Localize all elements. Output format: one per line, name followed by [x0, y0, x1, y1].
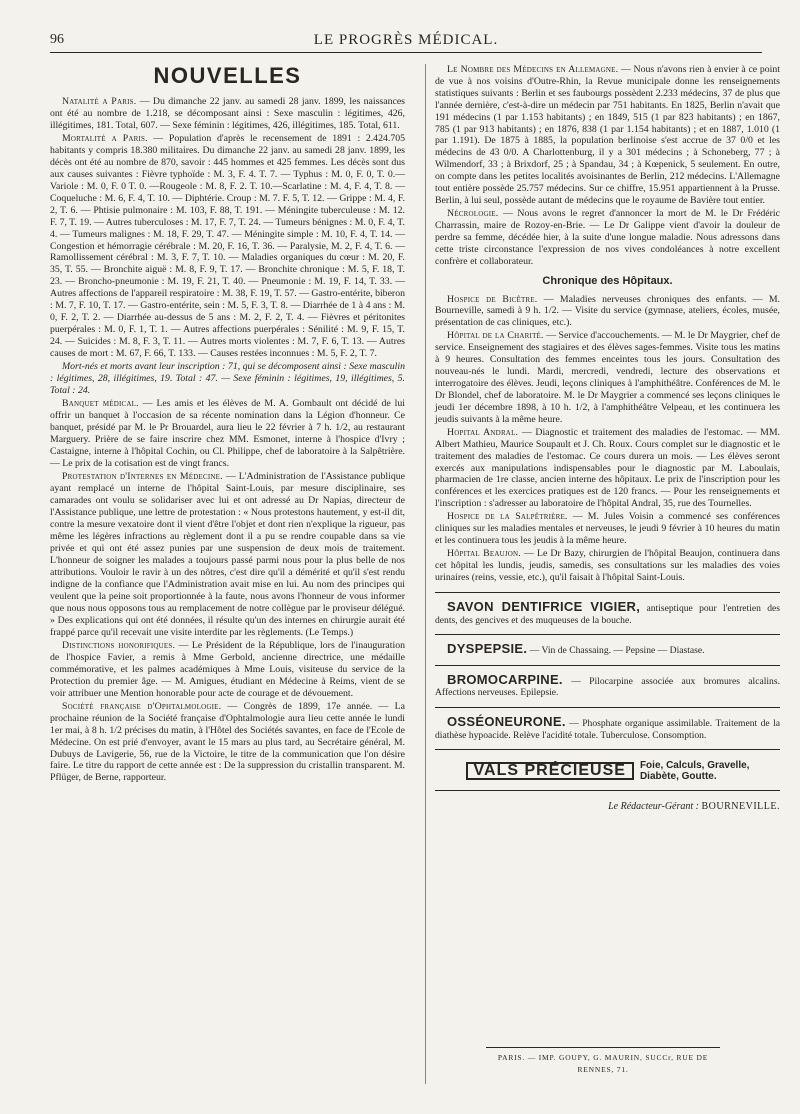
ad-text: — Vin de Chassaing. — Pepsine — Diastase.: [527, 645, 705, 657]
ad-name: DYSPEPSIE.: [447, 641, 528, 657]
article-heading: Hospice de la Salpêtrière.: [447, 511, 568, 523]
ad-name: OSSÉONEURONE.: [447, 713, 566, 729]
article-body: — L'Administration de l'Assistance publique ayant remplacé un interne de l'hôpital Saint-Louis, par mesure disciplinaire, ses camarades ont voulu se solidariser avec lui et ont adressé au Dr Napias, directeur de l'Assistance publique, une lettre de protestation : « Nous protestons hautement, y est-il dit, contre la mesure vexatoire dont il vient d'être l'objet et dont rien n'explique la rigueur, pas même les légères infractions au règlement dont il a pu se rendre coupable dans sa vie privée et qui ont été assez punies par une suspension de deux mois de traitement. L'honneur de soigner les malades a toujours passé parmi nous pour la plus belle de nos attributions. Vouloir le ravir à un des nôtres, c'est dire qu'il a démérité et qu'il s'est rendu indigne de la confiance que l'Administration avait mise en lui. Au nom des principes qui veulent que la peine soit proportionnée à la faute, nous avons l'honneur de vous informer que nous nous opposons tous au remplacement de notre collègue par le proviseur délégué. » Des explications qui ont été données, il résulte qu'un des internes en chirurgie aurait été frappé parce qu'il recevait une visite interdite par les règlements. (Le Temps.): [50, 471, 405, 638]
article-heading: Distinctions honorifiques.: [62, 639, 176, 651]
article-body: — Les amis et les élèves de M. A. Gombault ont décidé de lui offrir un banquet à l'occasion de sa récente nomination dans la Légion d'honneur. Ce banquet, présidé par M. le Pr Brouardel, aura lieu le 22 février à 7 h. 1/2, au restaurant Marguery. Prière de se faire inscrire chez MM. Esmonet, interne à l'hospice d'Ivry ; Castaigne, interne à l'hôpital Cochin, ou Cl. Philippe, chef de laboratoire à la Salpêtrière. — Le prix de la cotisation est de vingt francs.: [50, 398, 405, 470]
right-column: [425, 64, 780, 1084]
ad-text: — Pilocarpine associée aux bromures alcalins. Affections nerveuses. Epilepsie.: [435, 675, 780, 699]
ad-vigier: [435, 601, 780, 635]
article-heading: Natalité a Paris.: [62, 95, 137, 107]
article-necrologie: [435, 208, 780, 268]
article-body: — Nous avons le regret d'annoncer la mort de M. le Dr Frédéric Charrassin, maire de Rozoy-en-Brie. — Le Dr Galippe vient d'avoir la douleur de perdre sa femme, décédée hier, à la suite d'une longue maladie. Nous adressons dans cette triste circonstance l'expression de nos vives condoléances à notre excellent confrère et collaborateur.: [435, 208, 780, 267]
article-heading: Hopital Andral.: [447, 426, 519, 438]
redacteur-label: Le Rédacteur-Gérant :: [608, 801, 699, 813]
ad-vals: [435, 758, 780, 791]
vals-description: [640, 760, 750, 782]
article-body: — M. Jules Voisin a commencé ses conférences cliniques sur les maladies mentales et nerveuses, le jeudi 9 février à 10 heures du matin et les continuera tous les jeudis à la même heure.: [435, 511, 780, 547]
article-bicetre: [435, 294, 780, 330]
article-distinctions: [50, 640, 405, 700]
article-body: Mort-nés et morts avant leur inscription : 71, qui se décomposent ainsi : Sexe masculin : légitimes, 28, illégitimes, 19. Total : 47. — Sexe féminin : légitimes, 19, illégitimes, 5. Total : 24.: [50, 361, 405, 397]
divider: [435, 592, 780, 593]
redacteur-name: BOURNEVILLE.: [701, 801, 780, 813]
article-body: — Nous n'avons rien à envier à ce point de vue à nos voisins d'Outre-Rhin, la Revue municipale donne les renseignements statistiques suivants : Berlin et ses faubourgs possèdent 2.233 médecins, 37 de plus que l'année dernière, c'est-à-dire un médecin par 751 habitants. En 1825, Berlin n'avait que 191 médecins (1 par 1.153 habitants) ; en 1849, 515 (1 par 823 habitants) ; en 1867, 785 (1 par 913 habitants) ; en 1876, 838 (1 par 1.154 habitants) ; et en 1887, 1.010 (1 par 1.191). De 1875 à 1885, la population berlinoise s'est accrue de 37 0/0 et les médecins de 43 0/0. A Charlottenburg, il y a 301 médecins ; à Schoneberg, 77 ; à Wilmendorf, 33 ; à Brixdorf, 25 ; à Spandau, 34 ; à Kœpenick, 5 seulement. En outre, on compte dans les petites localités avoisinantes de Berlin, 212 médecins. L'Allemagne tout entière possède 25.757 médecins. Sur ce chiffre, 15.951 appartiennent à la Prusse. Berlin, à lui seul, possède autant de médecins que le royaume de Bavière tout entier.: [435, 64, 780, 206]
article-heading: Le Nombre des Médecins en Allemagne.: [447, 64, 619, 75]
article-heading: Hospice de Bicêtre.: [447, 293, 538, 305]
ad-text: antiseptique pour l'entretien des dents, des gencives et des muqueuses de la bouche.: [435, 603, 780, 626]
article-heading: Nécrologie.: [447, 208, 499, 220]
ad-osseoneurone: [435, 713, 780, 750]
section-title-nouvelles: NOUVELLES: [153, 63, 302, 88]
redacteur-gerant: [435, 801, 780, 813]
article-heading: Hôpital de la Charité.: [447, 330, 544, 342]
vals-line-1: Foie, Calculs, Gravelle,: [639, 760, 750, 772]
article-medecins-allemagne: [435, 64, 780, 207]
article-heading: Banquet médical.: [62, 398, 139, 410]
chronique-title: Chronique des Hôpitaux.: [542, 274, 673, 287]
journal-title: LE PROGRÈS MÉDICAL.: [313, 32, 499, 48]
article-body: — Le Dr Bazy, chirurgien de l'hôpital Beaujon, continuera dans cet hôpital les lundis, jeudis, samedis, ses consultations sur les maladies des voies urinaires (reins, vessie, etc.), qu'il faisait à l'hôpital Saint-Louis.: [435, 548, 780, 584]
vals-line-2: Diabète, Goutte.: [639, 771, 717, 783]
article-body: — Service d'accouchements. — M. le Dr Maygrier, chef de service. Enseignement des stagiaires et des élèves sages-femmes. Visite tous les matins à 9 heures. Consultation des femmes enceintes tous les jours. Consultation des nouveau-nés le lundi. Mardi, mercredi, vendredi, lecture des observations et interrogatoire des élèves. Jeudi, leçons cliniques à l'amphithéâtre. Conférences de M. le Dr Blondel, chef de laboratoire. M. le Dr Maygrier a commencé ses leçons cliniques le jeudi 1er décembre 1898, à 10 h. 1/2, à l'amphithéâtre Velpeau, et les continuera les jeudis suivants à la même heure.: [435, 330, 780, 425]
article-beaujon: [435, 548, 780, 584]
article-body: — Le Président de la République, lors de l'inauguration de l'hospice Favier, a remis à Mme Gerbold, ancienne directrice, une médaille commémorative, et les palmes académiques à Mme Louis, visiteuse du service de la Protection du premier âge. — M. Amigues, étudiant en Médecine à Reims, vient de se voir attribuer une Mention honorable pour acte de courage et de dévouement.: [50, 639, 405, 699]
ad-text: — Phosphate organique assimilable. Traitement de la diathèse hypoacide. Relève l'acidité totale. Tuberculose. Consomption.: [435, 717, 780, 741]
article-salpetriere: [435, 511, 780, 547]
article-andral: [435, 427, 780, 510]
vals-logo: VALS PRÉCIEUSE: [466, 762, 634, 780]
article-heading: Hôpital Beaujon.: [447, 548, 521, 560]
ad-name: BROMOCARPINE.: [447, 671, 563, 687]
ad-dyspepsie: [435, 643, 780, 666]
article-natalite: [50, 96, 405, 132]
article-body: — Diagnostic et traitement des maladies de l'estomac. — MM. Albert Mathieu, Maurice Soupault et J. Ch. Roux. Cours complet sur le diagnostic et le traitement des maladies de l'estomac. Ce cours durera un mois. — Les élèves seront exercés aux manipulations indispensables pour le diagnostic par M. Laboulais, pharmacien de 1re classe, ancien interne des hôpitaux. Le prix de l'inscription pour les conférences et les exercices pratiques est de 120 francs. — Pour les renseignements et l'inscription : s'adresser au laboratoire de l'hôpital Andral, 35, rue des Tournelles.: [435, 426, 780, 510]
article-heading: Mortalité a Paris.: [62, 132, 148, 144]
article-body: — Population d'après le recensement de 1891 : 2.424.705 habitants y compris 18.380 militaires. Du dimanche 22 janv. au samedi 28 janv. 1899, les décès ont été au nombre de 870, savoir : 445 hommes et 425 femmes. Les décès sont dus aux causes suivantes : Fièvre typhoïde : M. 3, F. 4. T. 7. — Typhus : M. 0, F. 0, T. 0.—Variole : M. 0, F. 0 T. 0. —Rougeole : M. 8, F. 2. T. 10.—Scarlatine : M. 4, F. 4, T. 8. — Coqueluche : M. 6, F. 4, T. 10. — Diphtérie. Croup : M. 7. F. 5, T. 12. — Grippe : M. 4, F. 2, T. 6. — Phtisie pulmonaire : M. 103, F. 88, T. 191. — Méningite tuberculeuse : M. 12. F. 7, T. 19. — Autres tuberculoses : M. 17, F. 7, T. 24. — Tumeurs bénignes : M. 0, F. 4, T. 4. — Tumeurs malignes : M. 18, F. 29, T. 47. — Méningite simple : M. 10, F. 4, T. 14. — Congestion et hémorragie cérébrale : M. 20, F. 16, T. 36. — Paralysie, M. 2, F. 4, T. 6. — Ramollissement cérébral : M. 3, F. 7, T. 10. — Maladies organiques du cœur : M. 20, F. 35, T. 55. — Bronchite aiguë : M. 8, F. 9, T. 17. — Bronchite chronique : M. 5, F. 18, T. 23. — Broncho-pneumonie : M. 19, F. 21, T. 40. — Pneumonie : M. 19, F. 14, T. 33. — Autres affections de l'appareil respiratoire : M. 38, F. 19, T. 57. — Gastro-entérite, biberon : M. 7, F. 10, T. 17. — Gastro-entérite, sein : M. 5, F. 3, T. 8. — Diarrhée de 1 à 4 ans : M. 0, F. 2, T. 2. — Diarrhée au-dessus de 5 ans : M. 2, F. 2, T. 4. — Fièvres et péritonites puerpérales : M. 0, F. 1, T. 1. — Autres affections puerpérales : Sénilité : M. 9, F. 15, T. 24. — Suicides : M. 8, F. 3, T. 11. — Autres morts violentes : M. 7, F. 6, T. 13. — Autres causes de mort : M. 67, F. 66, T. 133. — Causes restées inconnues : M. 5, F. 2, T. 7.: [50, 132, 406, 360]
article-mortnes: [50, 361, 405, 397]
left-column: [50, 64, 405, 786]
printer-imprint: PARIS. — IMP. GOUPY, G. MAURIN, SUCCr, RUE DE RENNES, 71.: [486, 1047, 720, 1076]
article-body: — Du dimanche 22 janv. au samedi 28 janv. 1899, les naissances ont été au nombre de 1.218, se décomposant ainsi : Sexe masculin : légitimes, 426, illégitimes, 181. Total, 607. — Sexe féminin : légitimes, 426, illégitimes, 185. Total, 611.: [50, 95, 405, 131]
page-header: [50, 30, 762, 53]
article-heading: Société française d'Ophtalmologie.: [62, 700, 222, 712]
article-protestation: [50, 471, 405, 638]
ad-name: SAVON DENTIFRICE VIGIER,: [447, 599, 641, 614]
article-banquet: [50, 398, 405, 470]
page-number: 96: [50, 32, 64, 47]
article-charite: [435, 330, 780, 425]
article-ophtalmologie: [50, 701, 405, 785]
ad-bromocarpine: [435, 671, 780, 708]
article-heading: Protestation d'Internes en Médecine.: [62, 471, 223, 483]
article-body: — Maladies nerveuses chroniques des enfants. — M. Bourneville, samedi à 9 h. 1/2. — Visite du service (gymnase, ateliers, écoles, musée, présentation de cas cliniques, etc.).: [435, 293, 781, 329]
article-mortalite: [50, 133, 405, 360]
article-body: — Congrès de 1899, 17e année. — La prochaine réunion de la Société française d'Ophtalmologie aura lieu cette année le lundi 1er mai, à 8 h. 1/2 précises du matin, à l'Hôtel des Sociétés savantes, en face de l'Ecole de Médecine. On est prié d'envoyer, avant le 15 mars au plus tard, au Secrétaire général, M. Dubuys de Lavigerie, 56, rue de la Victoire, le titre de la communication que l'on désire faire. Le titre du rapport de cette année est : De la suppression du cristallin transparent. M. Pflüger, de Berne, rapporteur.: [50, 700, 405, 784]
